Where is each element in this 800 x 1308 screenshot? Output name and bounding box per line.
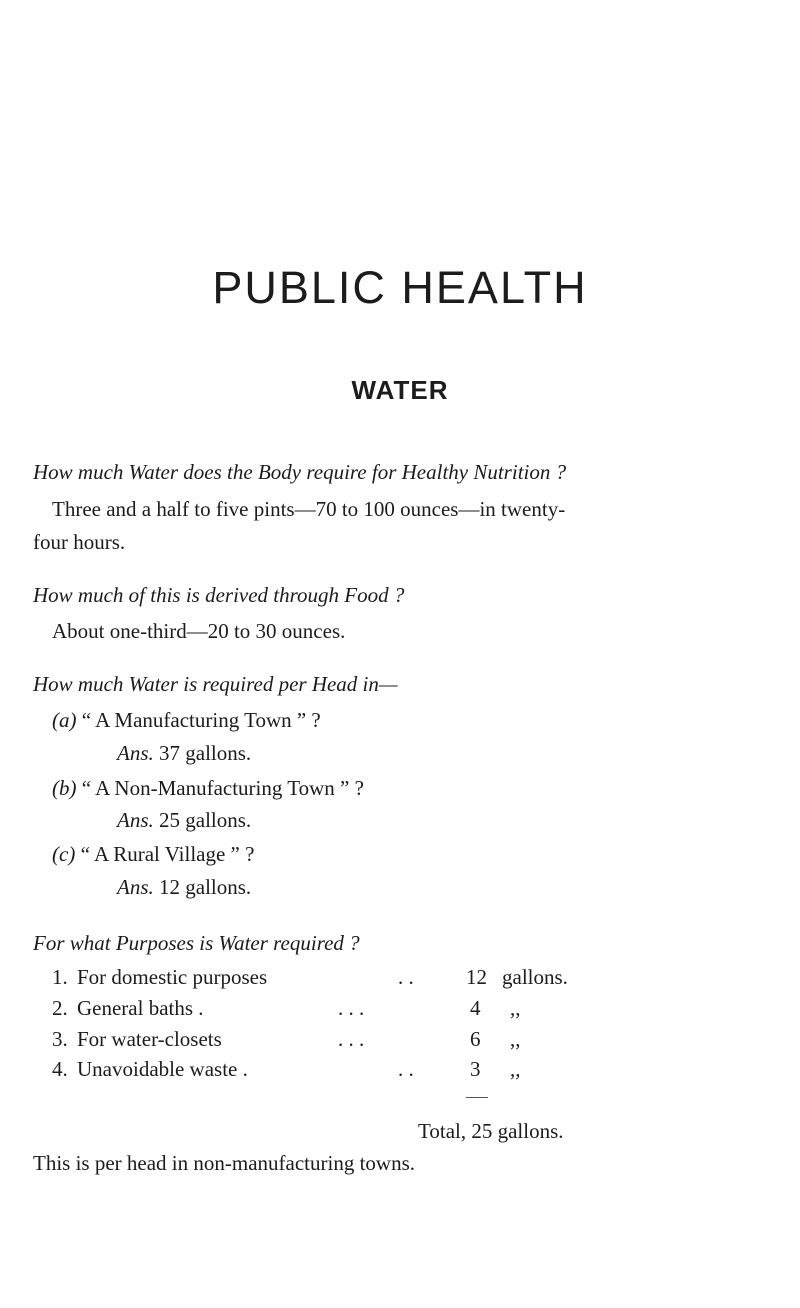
purpose-row-dots: . . (398, 1057, 414, 1081)
item-label: (b) (52, 776, 77, 800)
purpose-row-dots: . . (398, 965, 414, 989)
purpose-row-number: 1. (52, 965, 68, 989)
purpose-row-unit: ,, (510, 1057, 521, 1081)
answer-prefix: Ans. (117, 875, 154, 899)
question-food-water: How much of this is derived through Food ? (33, 583, 405, 607)
section-title: WATER (351, 375, 449, 405)
item-label: (a) (52, 708, 77, 732)
question-water-purposes: For what Purposes is Water required ? (33, 931, 360, 955)
list-item-label-a (52, 706, 321, 734)
purpose-row-unit: gallons. (502, 965, 568, 989)
question-water-per-head: How much Water is required per Head in— (33, 672, 398, 696)
question-body-water: How much Water does the Body require for Healthy Nutrition ? (33, 460, 567, 484)
answer-value: 12 gallons. (159, 875, 252, 899)
purpose-row-number: 4. (52, 1057, 68, 1081)
answer-prefix: Ans. (117, 808, 154, 832)
answer-body-water-line2: four hours. (33, 530, 126, 554)
purpose-row-amount: 6 (470, 1027, 481, 1051)
purpose-row-dots: . . . (338, 996, 365, 1020)
purpose-row-number: 2. (52, 996, 68, 1020)
purpose-row-dots: . . . (338, 1027, 365, 1051)
item-text: “ A Rural Village ” ? (80, 842, 255, 866)
answer-value: 25 gallons. (159, 808, 252, 832)
purpose-row-number: 3. (52, 1027, 68, 1051)
closing-note: This is per head in non-manufacturing towns. (33, 1151, 415, 1175)
answer-c (117, 873, 251, 901)
answer-a (117, 739, 251, 767)
answer-food-water: About one-third—20 to 30 ounces. (52, 619, 346, 643)
item-label: (c) (52, 842, 76, 866)
answer-prefix: Ans. (117, 741, 154, 765)
purpose-row-amount: 12 (466, 965, 487, 989)
total-line: Total, 25 gallons. (418, 1119, 564, 1143)
answer-b (117, 806, 251, 834)
page-title: PUBLIC HEALTH (212, 262, 588, 313)
purpose-row-label: General baths . (77, 996, 204, 1020)
item-text: “ A Manufacturing Town ” ? (81, 708, 321, 732)
purpose-row-label: Unavoidable waste . (77, 1057, 248, 1081)
item-text: “ A Non-Manufacturing Town ” ? (81, 776, 364, 800)
sum-rule (466, 1097, 488, 1098)
purpose-row-unit: ,, (510, 996, 521, 1020)
list-item-label-c (52, 840, 254, 868)
answer-value: 37 gallons. (159, 741, 252, 765)
answer-body-water-line1: Three and a half to five pints—70 to 100 ounces—in twenty- (52, 497, 566, 521)
purpose-row-amount: 4 (470, 996, 481, 1020)
purpose-row-label: For water-closets (77, 1027, 222, 1051)
purpose-row-amount: 3 (470, 1057, 481, 1081)
purpose-row-unit: ,, (510, 1027, 521, 1051)
purpose-row-label: For domestic purposes (77, 965, 268, 989)
list-item-label-b (52, 774, 364, 802)
